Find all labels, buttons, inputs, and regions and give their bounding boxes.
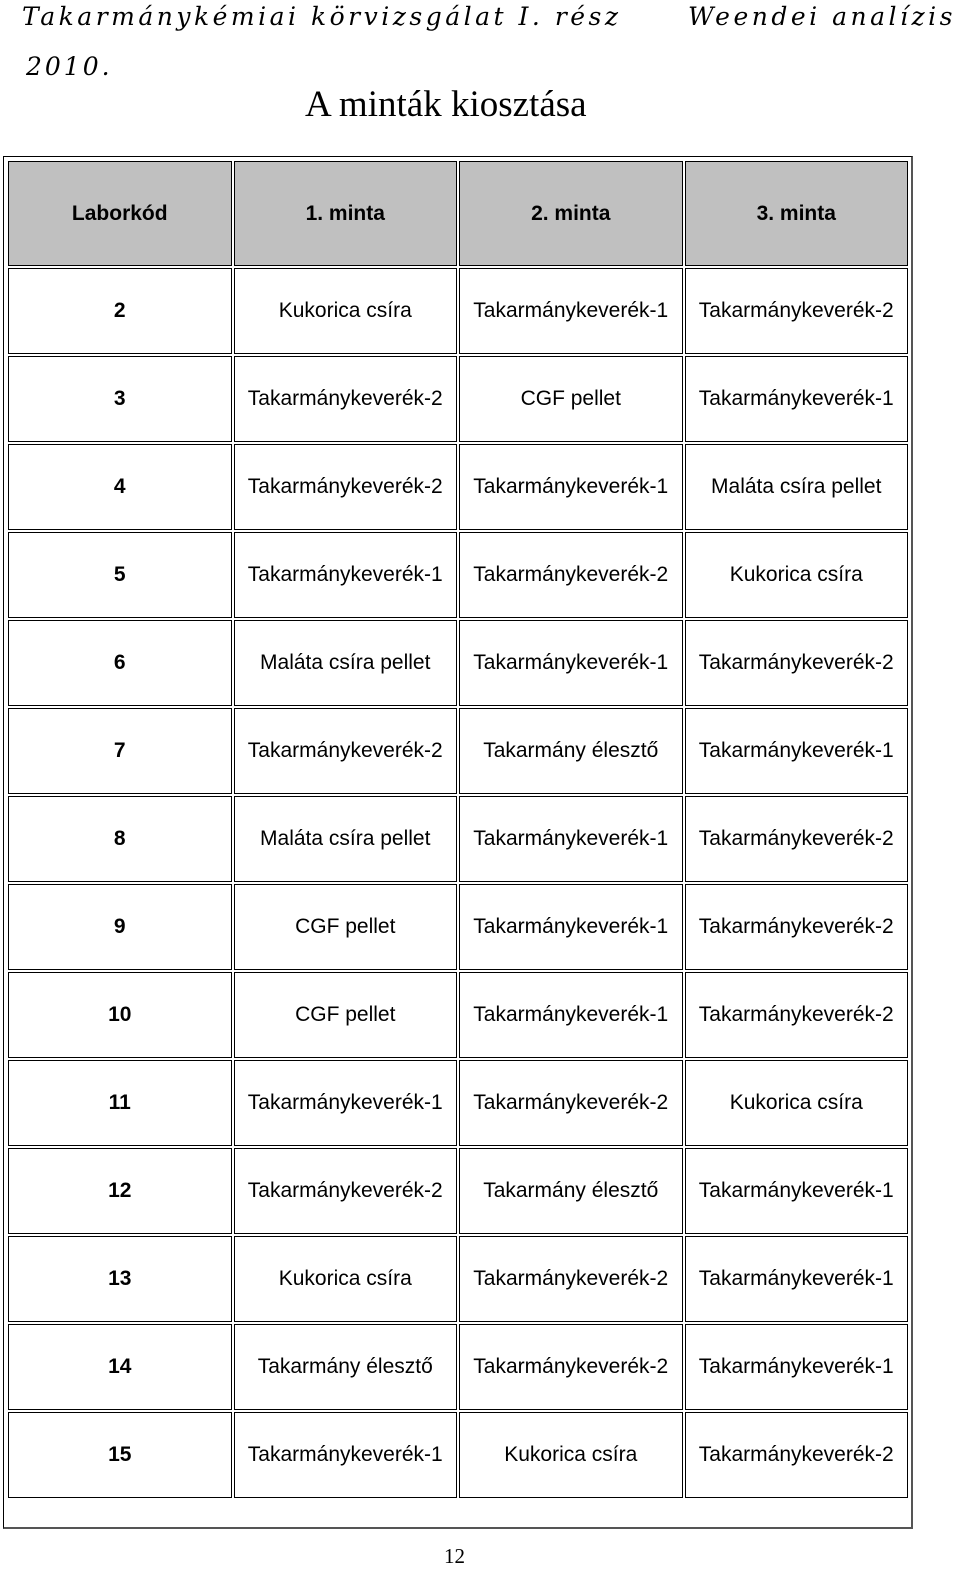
sample-cell: Takarmány élesztő [459,708,683,794]
sample-cell: Takarmánykeverék-1 [459,444,683,530]
table-row [8,884,908,970]
sample-cell: Kukorica csíra [234,1236,458,1322]
sample-cell: Takarmánykeverék-1 [459,796,683,882]
sample-cell: Takarmánykeverék-1 [234,1060,458,1146]
sample-allocation-table-frame [3,156,913,1529]
lab-code-cell: 12 [8,1148,232,1234]
lab-code-cell: 15 [8,1412,232,1498]
lab-code-cell: 4 [8,444,232,530]
lab-code-cell: 13 [8,1236,232,1322]
sample-cell: Takarmánykeverék-2 [234,444,458,530]
sample-cell: Takarmánykeverék-1 [685,1148,909,1234]
sample-cell: Takarmánykeverék-1 [685,356,909,442]
sample-cell: Kukorica csíra [234,268,458,354]
sample-cell: Takarmány élesztő [459,1148,683,1234]
column-header: 1. minta [234,161,458,266]
sample-cell: CGF pellet [234,972,458,1058]
sample-cell: Takarmánykeverék-1 [459,620,683,706]
sample-cell: Takarmánykeverék-2 [685,620,909,706]
sample-cell: Takarmány élesztő [234,1324,458,1410]
lab-code-cell: 5 [8,532,232,618]
lab-code-cell: 10 [8,972,232,1058]
column-header: 2. minta [459,161,683,266]
table-row [8,1324,908,1410]
sample-cell: Takarmánykeverék-2 [459,532,683,618]
sample-cell: CGF pellet [234,884,458,970]
sample-cell: Takarmánykeverék-2 [685,796,909,882]
table-row [8,1060,908,1146]
table-row [8,532,908,618]
table-row [8,356,908,442]
sample-cell: Takarmánykeverék-1 [685,1324,909,1410]
sample-cell: Takarmánykeverék-1 [234,532,458,618]
sample-cell: Takarmánykeverék-2 [685,884,909,970]
table-header-row [8,161,908,266]
sample-allocation-table [6,159,910,1500]
sample-cell: Maláta csíra pellet [234,620,458,706]
sample-cell: Kukorica csíra [459,1412,683,1498]
sample-cell: Takarmánykeverék-2 [459,1060,683,1146]
lab-code-cell: 9 [8,884,232,970]
sample-cell: Takarmánykeverék-1 [459,972,683,1058]
header-subtitle: Weendei analízis [688,2,956,31]
sample-cell: Takarmánykeverék-2 [685,972,909,1058]
column-header: Laborkód [8,161,232,266]
column-header: 3. minta [685,161,909,266]
sample-cell: Takarmánykeverék-2 [685,1412,909,1498]
lab-code-cell: 3 [8,356,232,442]
sample-cell: CGF pellet [459,356,683,442]
lab-code-cell: 6 [8,620,232,706]
table-row [8,1148,908,1234]
sample-cell: Maláta csíra pellet [685,444,909,530]
header-year: 2010. [26,52,113,81]
lab-code-cell: 14 [8,1324,232,1410]
sample-cell: Maláta csíra pellet [234,796,458,882]
table-row [8,268,908,354]
page-title: A minták kiosztása [305,84,587,125]
lab-code-cell: 7 [8,708,232,794]
table-row [8,708,908,794]
header-title: Takarmánykémiai körvizsgálat I. rész [22,2,622,31]
sample-cell: Takarmánykeverék-1 [234,1412,458,1498]
table-body [8,268,908,1498]
sample-cell: Takarmánykeverék-2 [234,1148,458,1234]
table-row [8,1236,908,1322]
sample-cell: Takarmánykeverék-1 [459,884,683,970]
table-row [8,444,908,530]
table-row [8,620,908,706]
sample-cell: Takarmánykeverék-2 [459,1324,683,1410]
sample-cell: Takarmánykeverék-1 [685,708,909,794]
table-row [8,796,908,882]
sample-cell: Takarmánykeverék-2 [234,708,458,794]
table-row [8,972,908,1058]
sample-cell: Kukorica csíra [685,532,909,618]
table-row [8,1412,908,1498]
lab-code-cell: 8 [8,796,232,882]
sample-cell: Takarmánykeverék-2 [685,268,909,354]
lab-code-cell: 2 [8,268,232,354]
sample-cell: Takarmánykeverék-1 [459,268,683,354]
sample-cell: Kukorica csíra [685,1060,909,1146]
sample-cell: Takarmánykeverék-2 [234,356,458,442]
sample-cell: Takarmánykeverék-1 [685,1236,909,1322]
sample-cell: Takarmánykeverék-2 [459,1236,683,1322]
lab-code-cell: 11 [8,1060,232,1146]
page-number: 12 [444,1544,465,1568]
